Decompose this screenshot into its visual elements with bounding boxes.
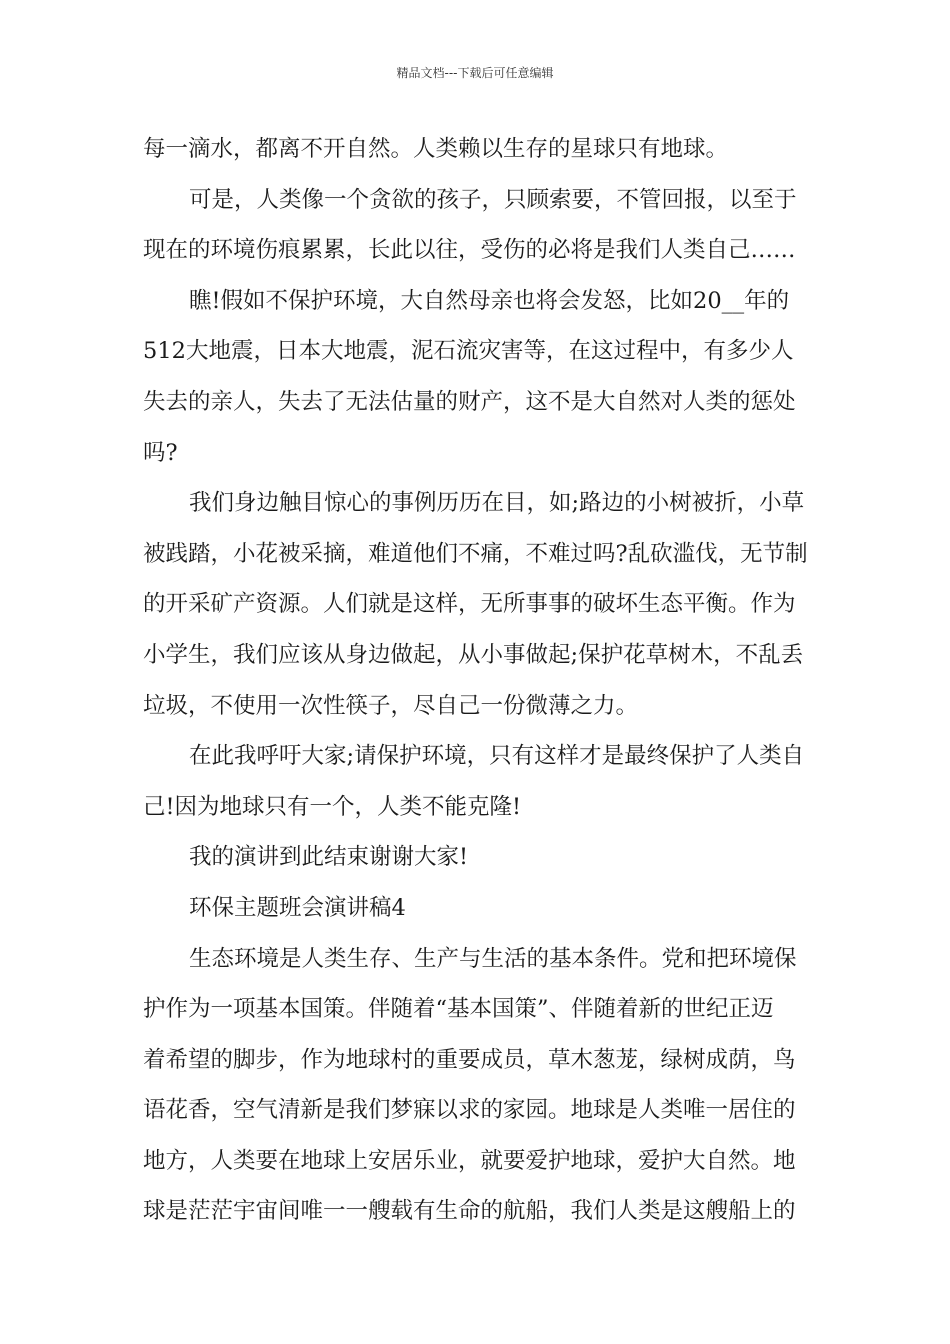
page-header: 精品文档---下载后可任意编辑	[396, 66, 554, 80]
text-line: 生态环境是人类生存、生产与生活的基本条件。党和把环境保	[189, 945, 797, 972]
text-line: 的开采矿产资源。人们就是这样，无所事事的破坏生态平衡。作为	[143, 591, 796, 618]
text-line: 失去的亲人，失去了无法估量的财产，这不是大自然对人类的惩处	[143, 388, 796, 415]
text-line: 着希望的脚步，作为地球村的重要成员，草木葱茏，绿树成荫，鸟	[143, 1046, 796, 1073]
text-line: 我们身边触目惊心的事例历历在目，如;路边的小树被折，小草	[189, 490, 805, 517]
section-heading: 环保主题班会演讲稿4	[189, 894, 406, 921]
text-line: 可是，人类像一个贪欲的孩子，只顾索要，不管回报，以至于	[189, 186, 797, 213]
text-line: 在此我呼吁大家;请保护环境，只有这样才是最终保护了人类自	[189, 743, 805, 770]
text-line: 垃圾，不使用一次性筷子，尽自己一份微薄之力。	[143, 692, 639, 719]
text-line: 512大地震，日本大地震，泥石流灾害等，在这过程中，有多少人	[143, 338, 794, 365]
text-line: 现在的环境伤痕累累，长此以往，受伤的必将是我们人类自己……	[143, 237, 796, 264]
text-line: 被践踏，小花被采摘，难道他们不痛，不难过吗?乱砍滥伐，无节制	[143, 540, 808, 567]
text-line: 语花香，空气清新是我们梦寐以求的家园。地球是人类唯一居住的	[143, 1097, 796, 1124]
text-line: 小学生，我们应该从身边做起，从小事做起;保护花草树木，不乱丢	[143, 641, 804, 668]
text-line: 己!因为地球只有一个，人类不能克隆!	[143, 793, 522, 820]
text-line: 地方，人类要在地球上安居乐业，就要爱护地球，爱护大自然。地	[143, 1147, 796, 1174]
text-line: 吗?	[143, 439, 178, 466]
text-line: 我的演讲到此结束谢谢大家!	[189, 844, 469, 871]
text-line: 瞧!假如不保护环境，大自然母亲也将会发怒，比如20__年的	[189, 287, 790, 314]
text-line: 每一滴水，都离不开自然。人类赖以生存的星球只有地球。	[143, 136, 729, 162]
text-line: 护作为一项基本国策。伴随着“基本国策”、伴随着新的世纪正迈	[143, 996, 774, 1023]
document-body	[143, 128, 808, 1241]
text-line: 球是茫茫宇宙间唯一一艘载有生命的航船，我们人类是这艘船上的	[143, 1198, 796, 1225]
